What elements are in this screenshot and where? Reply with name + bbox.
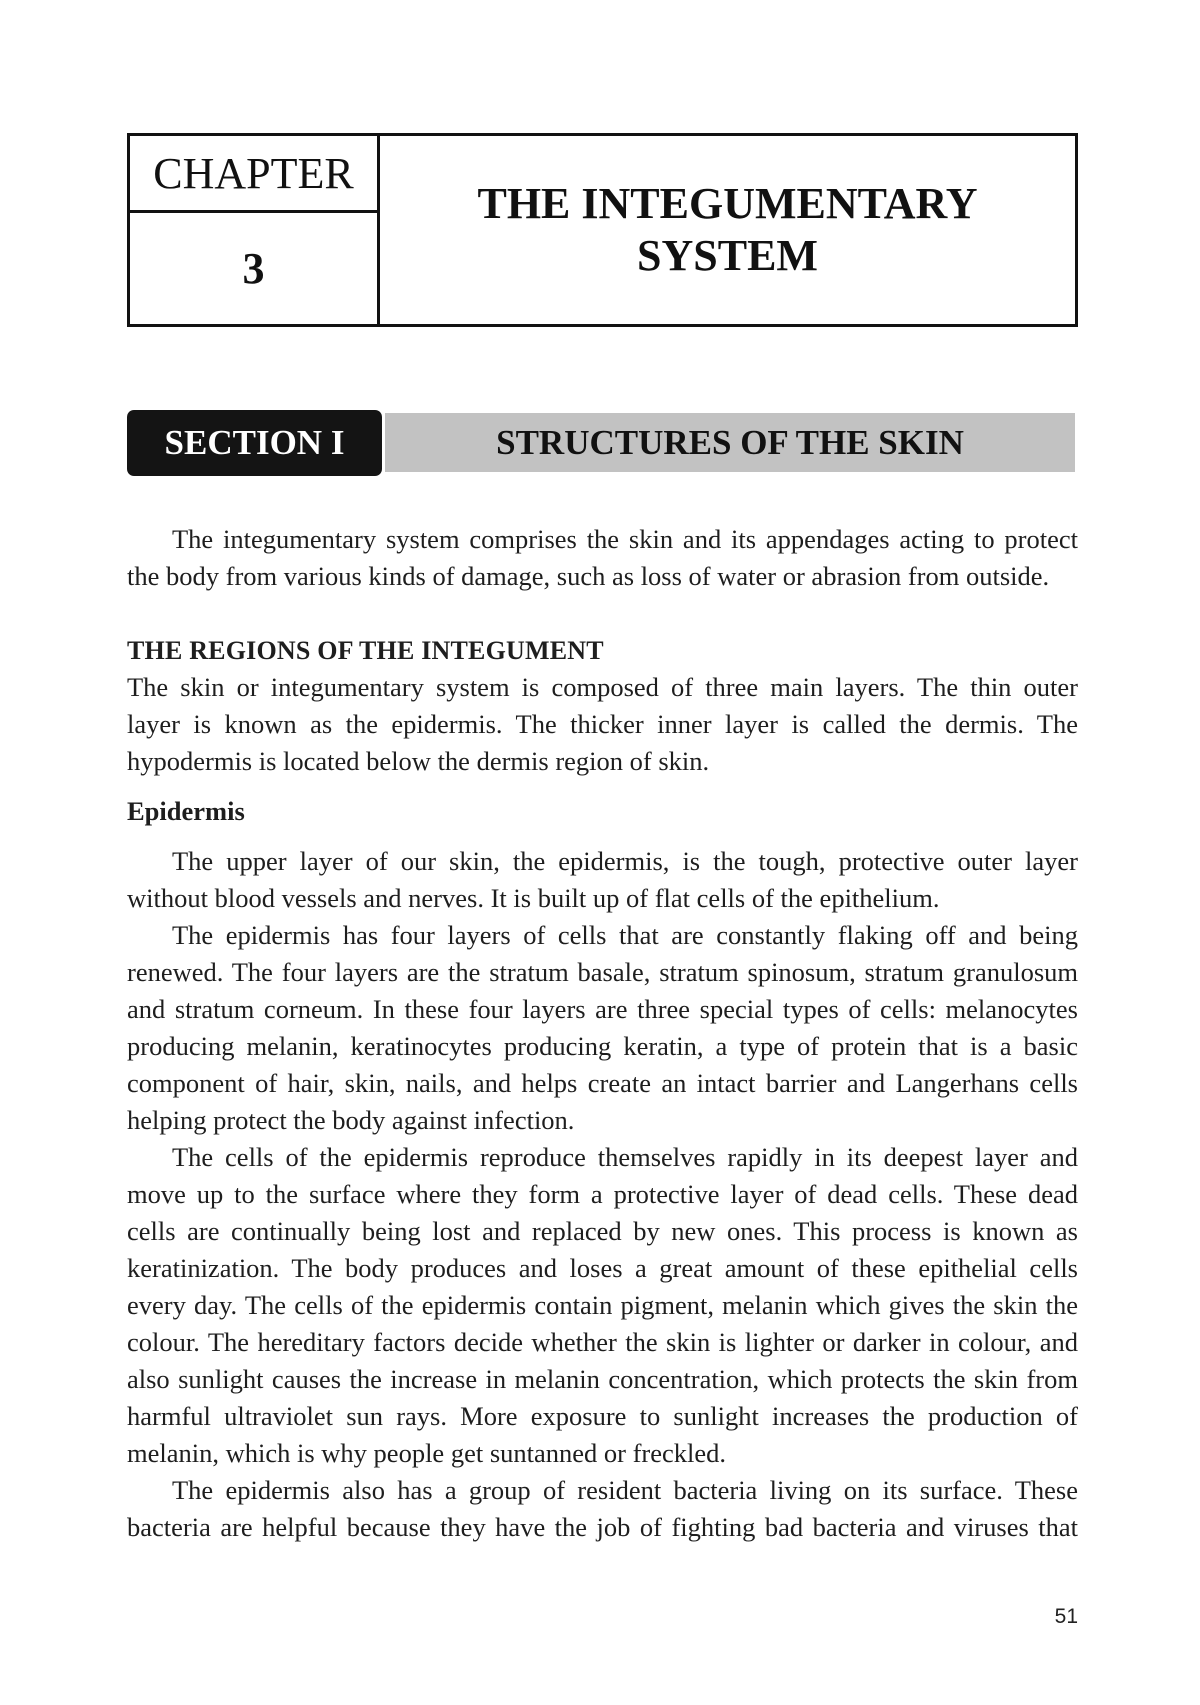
paragraph-line: keratinization. The body produces and loses a great amount of these epithelial cells [127,1253,1078,1283]
chapter-header [127,133,1078,327]
paragraph-line: move up to the surface where they form a protective layer of dead cells. These dead [127,1179,1078,1209]
paragraph-line: without blood vessels and nerves. It is built up of flat cells of the epithelium. [127,883,940,913]
paragraph-line: The epidermis has four layers of cells that are constantly flaking off and being [172,920,1078,950]
section-title: STRUCTURES OF THE SKIN [496,422,964,462]
chapter-title: THE INTEGUMENTARY SYSTEM [477,179,978,280]
paragraph-line: The skin or integumentary system is composed of three main layers. The thin outer [127,672,1078,702]
paragraph-line: harmful ultraviolet sun rays. More exposure to sunlight increases the production of [127,1401,1078,1431]
paragraph-line: producing melanin, keratinocytes producing keratin, a type of protein that is a basic [127,1031,1078,1061]
paragraph-line: colour. The hereditary factors decide whether the skin is lighter or darker in colour, and [127,1327,1078,1357]
paragraph-line: bacteria are helpful because they have the job of fighting bad bacteria and viruses that [127,1512,1078,1542]
paragraph [127,843,1078,917]
chapter-label-cell [130,136,377,213]
chapter-number-cell [130,213,377,324]
epidermis-body [127,843,1078,1546]
chapter-number: 3 [242,244,265,293]
regions-paragraph [127,669,1078,780]
paragraph [127,1139,1078,1472]
paragraph-line: component of hair, skin, nails, and helps create an intact barrier and Langerhans cells [127,1068,1078,1098]
epidermis-heading: Epidermis [127,796,245,826]
paragraph-line: The epidermis also has a group of resident bacteria living on its surface. These [172,1475,1078,1505]
paragraph-line: the body from various kinds of damage, such as loss of water or abrasion from outside. [127,561,1050,591]
paragraph-line: The integumentary system comprises the skin and its appendages acting to protect [172,524,1078,554]
paragraph [127,917,1078,1139]
section-bar [385,413,1075,472]
section-tab [127,410,382,476]
regions-heading: THE REGIONS OF THE INTEGUMENT [127,636,604,665]
paragraph-line: The upper layer of our skin, the epidermis, is the tough, protective outer layer [172,846,1078,876]
paragraph-line: The cells of the epidermis reproduce themselves rapidly in its deepest layer and [172,1142,1078,1172]
page-number: 51 [1054,1605,1078,1628]
paragraph-line: hypodermis is located below the dermis region of skin. [127,746,710,776]
paragraph-line: melanin, which is why people get suntanned or freckled. [127,1438,727,1468]
chapter-label: CHAPTER [153,148,354,198]
section-label: SECTION I [164,423,345,462]
chapter-label-column [130,136,380,324]
paragraph-line: also sunlight causes the increase in melanin concentration, which protects the skin from [127,1364,1078,1394]
intro-paragraph [127,521,1078,595]
chapter-title-cell [380,136,1075,324]
paragraph-line: layer is known as the epidermis. The thicker inner layer is called the dermis. The [127,709,1078,739]
paragraph-line: helping protect the body against infection. [127,1105,575,1135]
paragraph-line: every day. The cells of the epidermis contain pigment, melanin which gives the skin the [127,1290,1078,1320]
paragraph-line: renewed. The four layers are the stratum basale, stratum spinosum, stratum granulosum [127,957,1078,987]
paragraph-line: and stratum corneum. In these four layers are three special types of cells: melanocytes [127,994,1078,1024]
paragraph [127,1472,1078,1546]
paragraph-line: cells are continually being lost and replaced by new ones. This process is known as [127,1216,1078,1246]
